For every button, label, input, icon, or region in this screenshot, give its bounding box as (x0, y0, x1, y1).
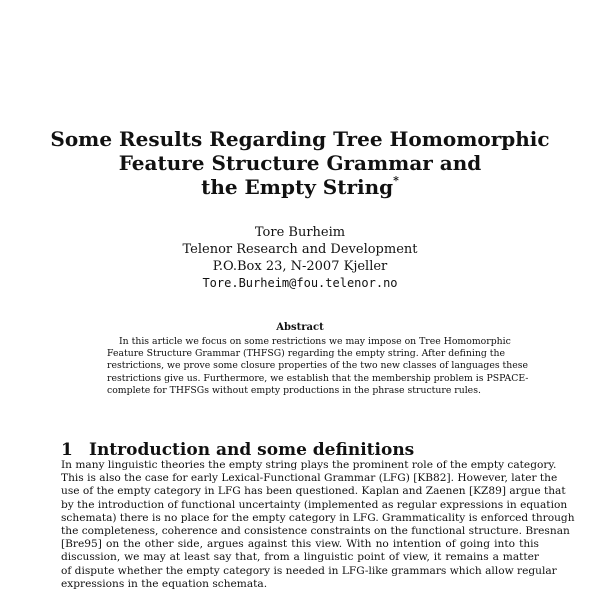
title-line-2: Feature Structure Grammar and (118, 151, 482, 175)
abstract-line: restrictions, we prove some closure properties of the two new classes of languages these (107, 360, 529, 372)
body-line: of dispute whether the empty category is needed in LFG-like grammars which allow regular (61, 564, 557, 577)
author-address: P.O.Box 23, N-2007 Kjeller (212, 259, 388, 274)
title-line-3 (40, 175, 560, 199)
paper-title (40, 127, 560, 199)
section-number: 1 (61, 440, 73, 461)
abstract-heading: Abstract (276, 322, 324, 333)
author-affiliation: Telenor Research and Development (182, 242, 418, 257)
author-name: Tore Burheim (254, 225, 346, 240)
body-line: expressions in the equation schemata. (61, 577, 268, 590)
section-heading (61, 439, 541, 461)
section-body (61, 459, 575, 591)
body-line: use of the empty category in LFG has been questioned. Kaplan and Zaenen [KZ89] argue that (61, 485, 566, 498)
body-line: the completeness, coherence and consistence constraints on the functional structure. Bresnan (61, 525, 570, 538)
title-line-1: Some Results Regarding Tree Homomorphic (50, 127, 550, 151)
abstract-line: complete for THFSGs without empty productions in the phrase structure rules. (107, 384, 481, 396)
abstract-line: restrictions give us. Furthermore, we establish that the membership problem is PSPACE- (107, 372, 529, 384)
author-block (100, 224, 500, 292)
body-line: schemata) there is no place for the empty category in LFG. Grammaticality is enforced through (61, 511, 575, 524)
body-line: This is also the case for early Lexical-Functional Grammar (LFG) [KB82]. However, later the (61, 472, 558, 485)
title-footnote-mark: * (393, 174, 399, 188)
abstract-body (107, 336, 529, 397)
abstract-line: In this article we focus on some restrictions we may impose on Tree Homomorphic (119, 336, 511, 347)
abstract-line: Feature Structure Grammar (THFSG) regarding the empty string. After defining the (107, 348, 505, 360)
author-email: Tore.Burheim@fou.telenor.no (202, 276, 398, 290)
body-line: [Bre95] on the other side, argues against this view. With no intention of going into this (61, 538, 539, 551)
body-line: In many linguistic theories the empty string plays the prominent role of the empty category. (61, 459, 557, 471)
section-title: Introduction and some definitions (89, 440, 415, 461)
title-line-3-text: the Empty String (201, 175, 394, 199)
body-line: by the introduction of functional uncertainty (implemented as regular expressions in equation (61, 498, 568, 511)
body-line: discussion, we may at least say that, from a linguistic point of view, it remains a matter (61, 551, 539, 564)
